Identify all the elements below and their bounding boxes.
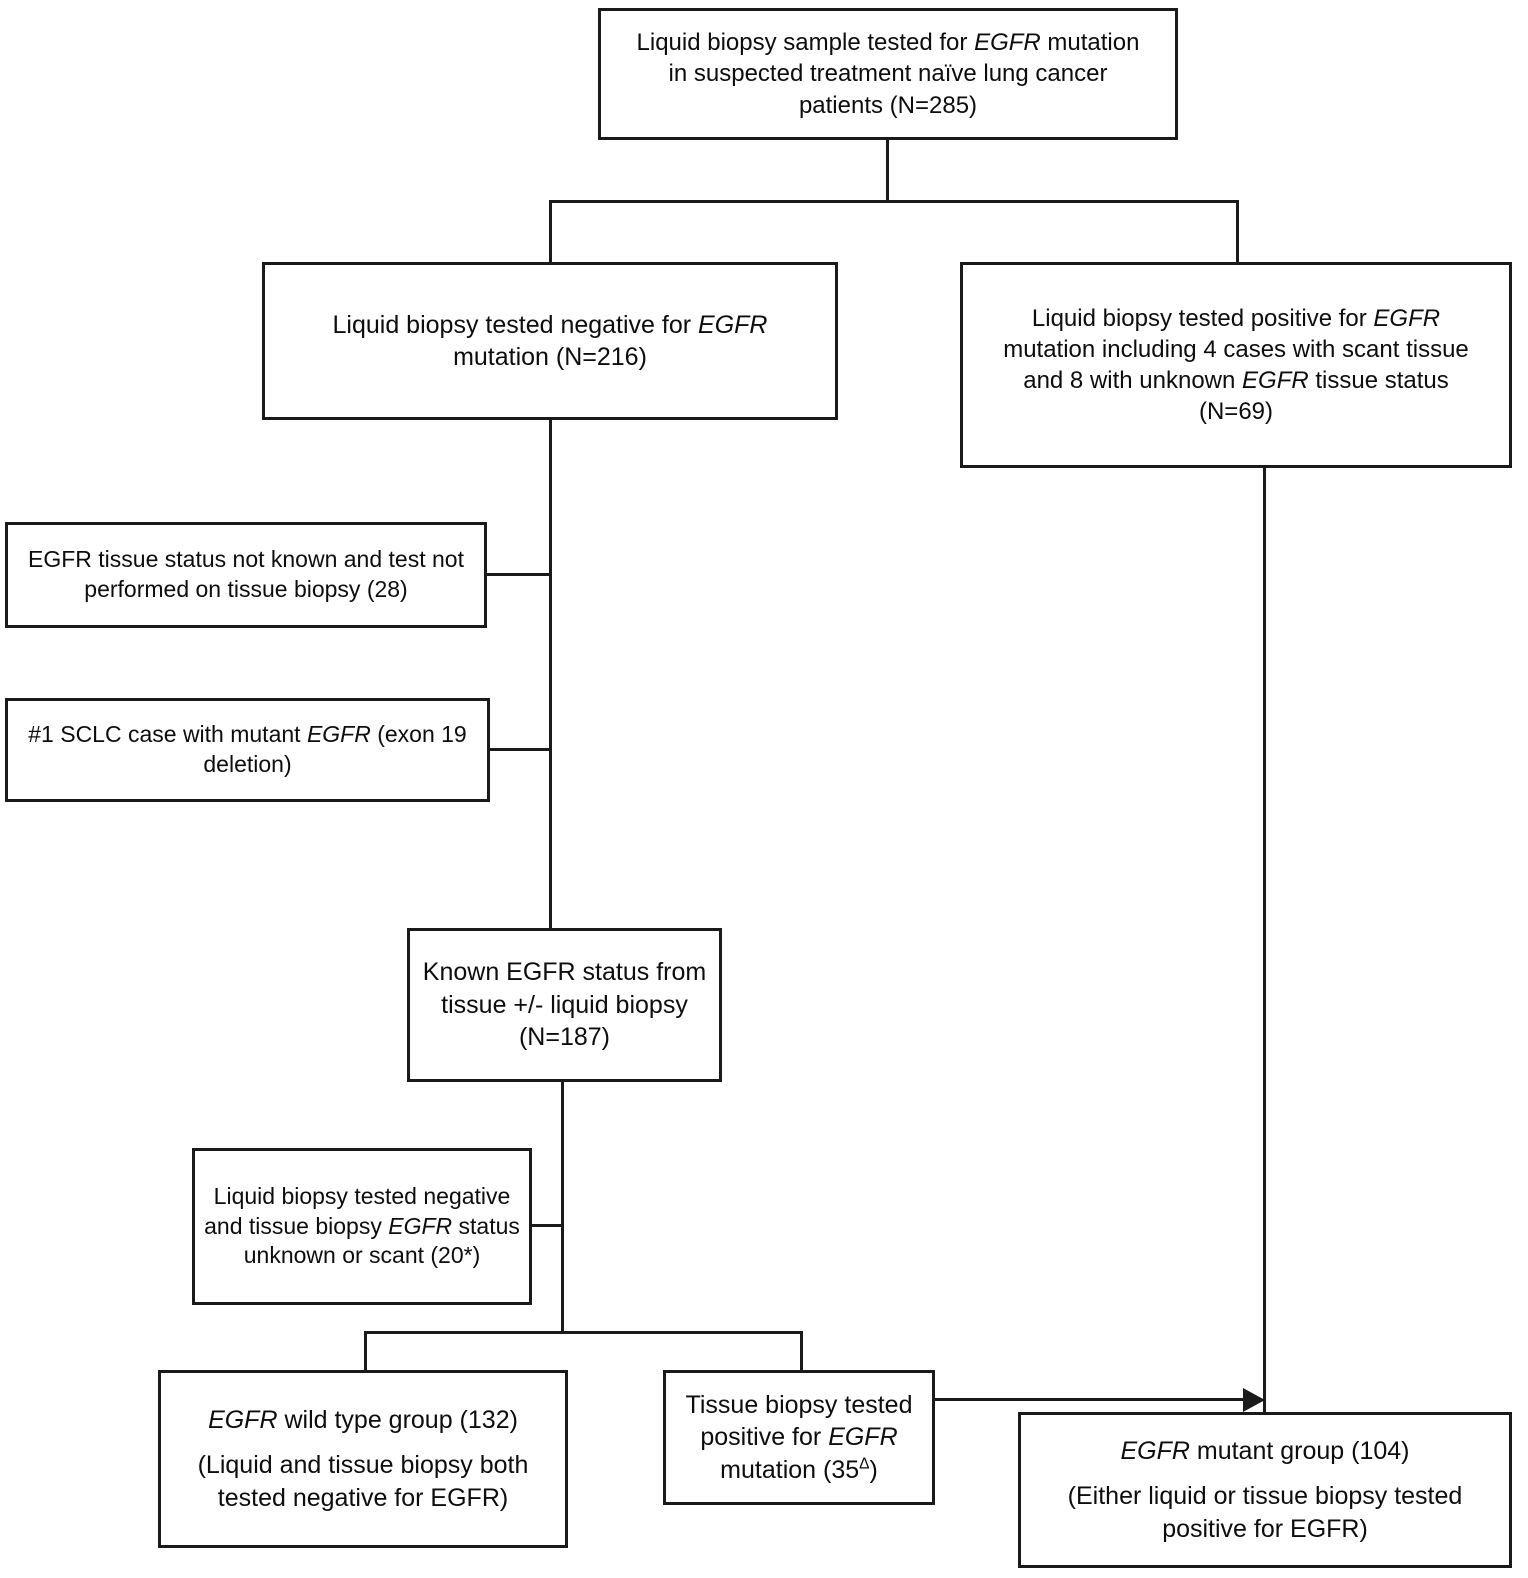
connector-branch-neg-unknown (532, 1224, 561, 1227)
connector-branch-tissue-unknown (487, 573, 549, 576)
connector-drop-tissue-positive (800, 1331, 803, 1370)
node-negative-tissue-unknown: Liquid biopsy tested negative and tissue biopsy EGFR status unknown or scant (20*) (192, 1148, 532, 1305)
node-sclc-case: #1 SCLC case with mutant EGFR (exon 19 deletion) (5, 698, 490, 802)
connector-left-trunk-upper (549, 420, 552, 928)
node-known-egfr-status: Known EGFR status from tissue +/- liquid biopsy (N=187) (407, 928, 722, 1082)
connector-left-trunk-lower (561, 1082, 564, 1334)
arrowhead-right-icon (1243, 1388, 1265, 1412)
node-liquid-positive: Liquid biopsy tested positive for EGFR mutation including 4 cases with scant tissue and 8 with unknown EGFR tissue status (N=69) (960, 262, 1512, 468)
connector-top-stem (886, 140, 889, 200)
node-mutant-group: EGFR mutant group (104) (Either liquid or tissue biopsy tested positive for EGFR) (1018, 1412, 1512, 1568)
node-tissue-status-unknown: EGFR tissue status not known and test not performed on tissue biopsy (28) (5, 522, 487, 628)
node-total-sample: Liquid biopsy sample tested for EGFR mutation in suspected treatment naïve lung cancer patients (N=285) (598, 8, 1178, 140)
connector-bottom-split (364, 1331, 803, 1334)
connector-drop-left (549, 200, 552, 262)
node-wild-type-group: EGFR wild type group (132) (Liquid and tissue biopsy both tested negative for EGFR) (158, 1370, 568, 1548)
node-liquid-negative: Liquid biopsy tested negative for EGFR mutation (N=216) (262, 262, 838, 420)
connector-arrow-shaft (935, 1398, 1245, 1401)
connector-branch-sclc (490, 748, 549, 751)
connector-top-split (549, 200, 1239, 203)
connector-right-trunk (1263, 468, 1266, 1412)
connector-drop-right (1236, 200, 1239, 262)
node-tissue-positive: Tissue biopsy tested positive for EGFR mutation $(35^\Delta)$ (663, 1370, 935, 1505)
connector-drop-wildtype (364, 1331, 367, 1370)
